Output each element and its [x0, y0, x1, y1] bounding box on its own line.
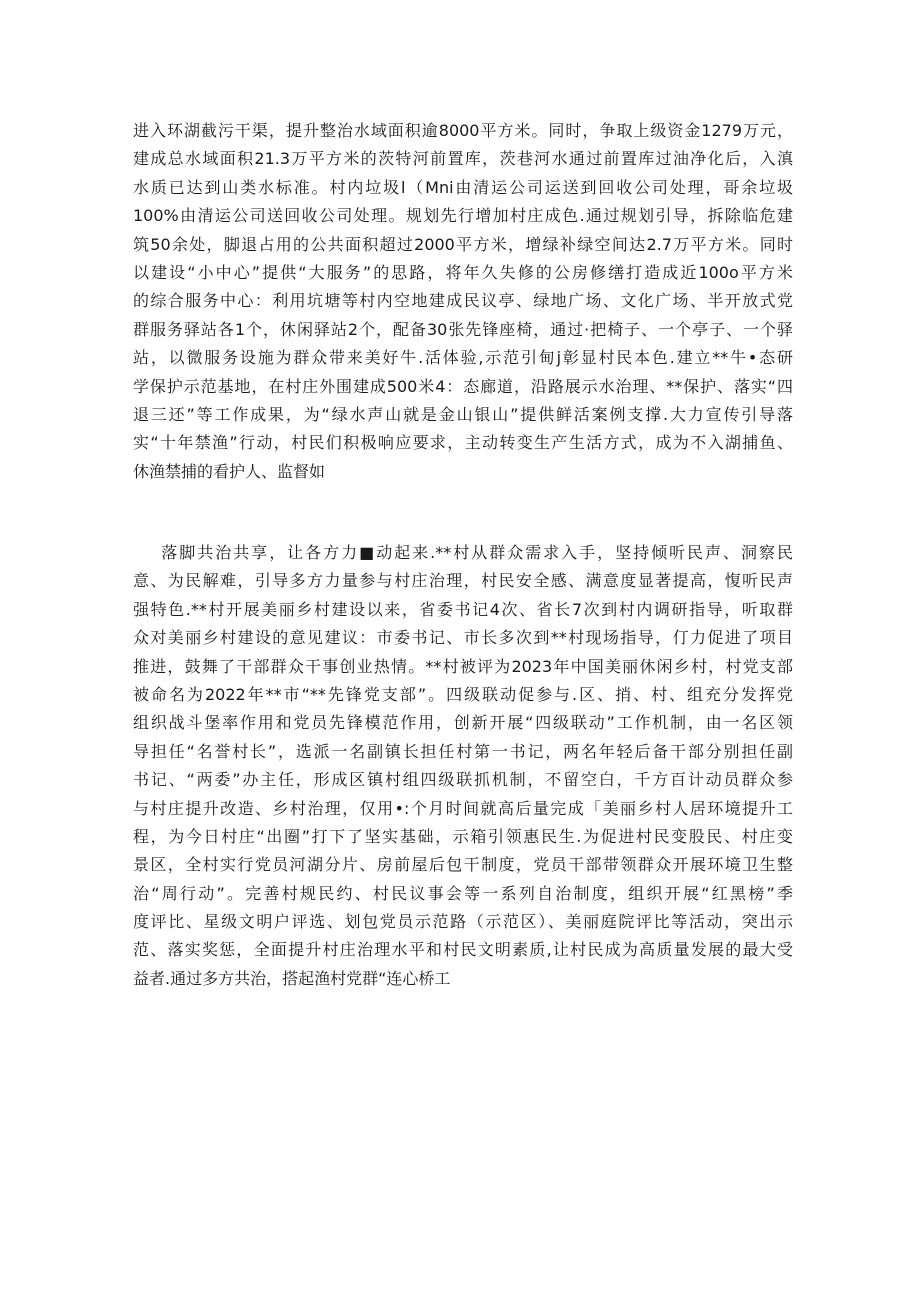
text-line: 程，为今日村庄“出圈”打下了坚实基础，示箱引领惠民生.为促进村民变股民、村庄变	[133, 826, 793, 846]
text-line: 治“周行动”。完善村规民约、村民议事会等一系列自治制度，组织开展“红黑榜”季	[133, 883, 793, 903]
text-line: 与村庄提升改造、乡村治理，仅用•:个月时间就高后量完成「美丽乡村人居环境提升工	[133, 798, 793, 818]
paragraph-governance	[133, 539, 793, 993]
text-line: 100%由清运公司送回收公司处理。规划先行增加村庄成色.通过规划引导，拆除临危建	[133, 206, 793, 226]
text-line: 建成总水域面积21.3万平方米的茨特河前置库，茨巷河水通过前置库过油净化后，入滇	[133, 149, 793, 169]
text-line: 水质已达到山类水标准。村内垃圾l（Mni由清运公司运送到回收公司处理，哥余垃圾	[133, 177, 793, 197]
paragraph-environment	[133, 117, 793, 486]
text-line: 休渔禁捕的看护人、监督如	[133, 461, 326, 481]
text-line: 退三还”等工作成果，为“绿水声山就是金山银山”提供鲜活案例支撑.大力宣传引导落	[133, 404, 793, 424]
text-line: 推进，鼓舞了干部群众干事创业热情。**村被评为2023年中国美丽休闲乡村，村党支部	[133, 656, 793, 676]
text-line: 度评比、星级文明户评选、划包党员示范路（示范区）、美丽庭院评比等活动，突出示	[133, 912, 793, 932]
text-line: 筑50余处，脚退占用的公共面积超过2000平方米，增绿补绿空间达2.7万平方米。同时	[133, 234, 793, 254]
text-line: 进入环湖截污干渠，提升整治水域面积逾8000平方米。同时，争取上级资金1279万元，	[133, 121, 793, 140]
text-line: 书记、“两委”办主任，形成区镇村组四级联抓机制，不留空白，千方百计动员群众参	[133, 770, 793, 790]
text-line: 实“十年禁渔”行动，村民们积极响应要求，主动转变生产生活方式，成为不入湖捕鱼、	[133, 433, 793, 453]
text-line: 组织战斗堡率作用和党员先锋模范作用，创新开展“四级联动”工作机制，由一名区领	[133, 713, 793, 733]
text-line: 被命名为2022年**市“**先锋党支部”。四级联动促参与.区、捎、村、组充分发挥党	[133, 684, 793, 704]
text-line: 群服务驿站各1个，休闲驿站2个，配备30张先锋座椅，通过·把椅子、一个亭子、一个驿	[133, 319, 793, 339]
text-line: 意、为民解难，引导多方力量参与村庄治理，村民安全感、满意度显著提高，愎听民声	[133, 571, 793, 591]
text-line: 景区，全村实行党员河湖分片、房前屋后包干制度，党员干部带领群众开展环境卫生整	[133, 855, 793, 875]
text-line: 众对美丽乡村建设的意见建议：市委书记、市长多次到**村现场指导，仃力促进了项目	[133, 628, 793, 648]
text-line: 范、落实奖惩，全面提升村庄治理水平和村民文明素质,让村民成为高质量发展的最大受	[133, 940, 793, 960]
text-line: 益者.通过多方共治，搭起渔村党群“连心桥工	[133, 968, 451, 988]
text-line: 以建设“小中心”提供“大服务”的思路，将年久失修的公房修缮打造成近100o平方米	[133, 262, 793, 282]
text-line: 站，以微服务设施为群众带来美好牛.活体验,示范引甸j彰显村民本色.建立**牛•态研	[133, 348, 793, 368]
text-line: 学保护示范基地，在村庄外围建成500米4：态廊道，沿路展示水治理、**保护、落实“四	[133, 376, 793, 396]
text-line: 落脚共治共享，让各方力■动起来.**村从群众需求入手，坚持倾听民声、洞察民	[133, 543, 793, 562]
text-line: 强特色.**村开展美丽乡村建设以来，省委书记4次、省长7次到村内调研指导，听取群	[133, 599, 793, 619]
text-line: 导担任“名誉村长”，选派一名副镇长担任村第一书记，两名年轻后备干部分别担任副	[133, 741, 793, 761]
text-line: 的综合服务中心：利用坑塘等村内空地建成民议亭、绿地广场、文化广场、半开放式党	[133, 291, 793, 311]
